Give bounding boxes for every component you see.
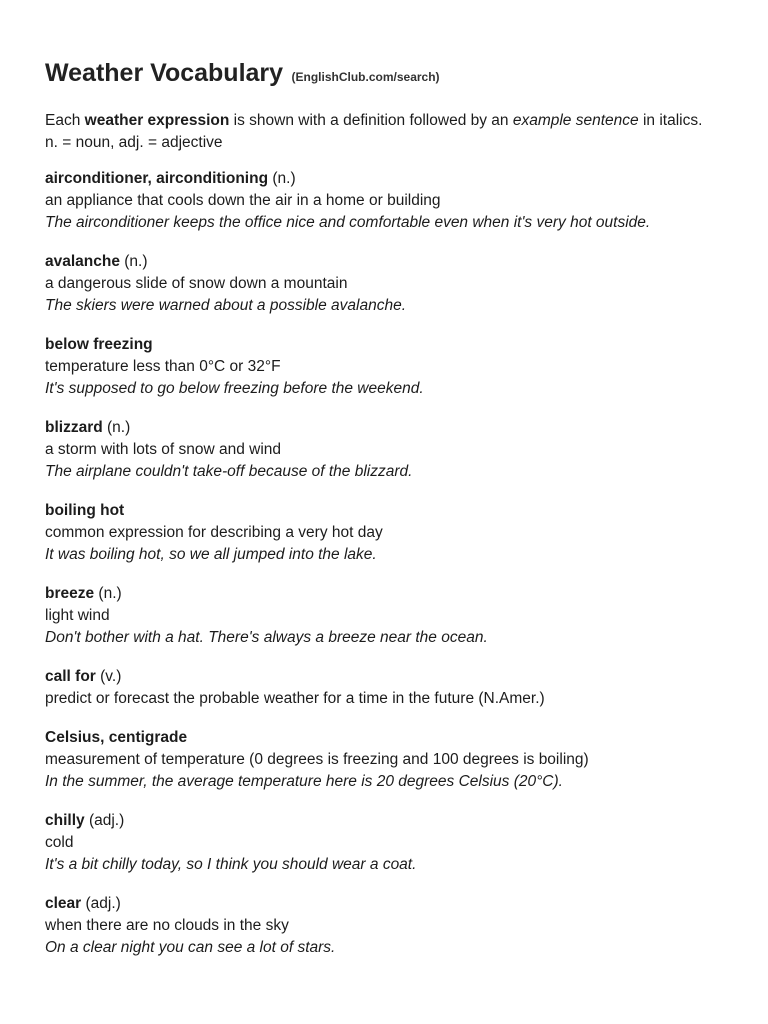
title-line	[45, 56, 738, 94]
vocab-entry	[45, 251, 738, 317]
entry-headline	[45, 666, 738, 688]
entry-example: On a clear night you can see a lot of stars.	[45, 939, 336, 956]
entry-example: Don't bother with a hat. There's always a breeze near the ocean.	[45, 629, 488, 646]
vocab-entry	[45, 334, 738, 400]
entry-definition: cold	[45, 834, 74, 851]
entry-example: The airconditioner keeps the office nice and comfortable even when it's very hot outside.	[45, 214, 651, 231]
entry-term: breeze	[45, 585, 95, 602]
entry-definition: an appliance that cools down the air in a home or building	[45, 192, 441, 209]
entry-term: clear	[45, 895, 82, 912]
entry-headline	[45, 251, 738, 273]
source-link[interactable]: (EnglishClub.com/search)	[291, 70, 440, 84]
intro-text-2: is shown with a definition followed by an	[229, 112, 513, 129]
entry-definition: when there are no clouds in the sky	[45, 917, 289, 934]
entry-pos: (n.)	[102, 419, 131, 436]
vocab-entry	[45, 500, 738, 566]
entry-term: Celsius, centigrade	[45, 729, 188, 746]
entry-example: In the summer, the average temperature here is 20 degrees Celsius (20°C).	[45, 773, 563, 790]
entry-definition: a storm with lots of snow and wind	[45, 441, 282, 458]
vocab-entry	[45, 810, 738, 876]
entry-headline	[45, 893, 738, 915]
entry-term: airconditioner, airconditioning	[45, 170, 269, 187]
entry-term: boiling hot	[45, 502, 125, 519]
entry-example: The airplane couldn't take-off because of the blizzard.	[45, 463, 413, 480]
entry-term: chilly	[45, 812, 85, 829]
entry-term: call for	[45, 668, 96, 685]
entry-definition: light wind	[45, 607, 110, 624]
entry-term: blizzard	[45, 419, 103, 436]
entry-definition: temperature less than 0°C or 32°F	[45, 358, 281, 375]
vocab-entry	[45, 666, 738, 710]
entry-list	[45, 168, 738, 959]
intro-line	[45, 110, 738, 132]
entry-headline	[45, 500, 738, 522]
intro-bold: weather expression	[84, 112, 230, 129]
entry-pos: (adj.)	[84, 812, 125, 829]
intro-italic: example sentence	[512, 112, 639, 129]
entry-example: It's supposed to go below freezing before the weekend.	[45, 380, 424, 397]
entry-definition: a dangerous slide of snow down a mountain	[45, 275, 348, 292]
page-title: Weather Vocabulary	[45, 59, 284, 87]
entry-pos: (n.)	[119, 253, 148, 270]
entry-headline	[45, 417, 738, 439]
vocab-entry	[45, 168, 738, 234]
entry-example: The skiers were warned about a possible avalanche.	[45, 297, 407, 314]
entry-headline	[45, 727, 738, 749]
entry-headline	[45, 168, 738, 190]
intro-abbrev: n. = noun, adj. = adjective	[45, 134, 223, 151]
entry-definition: common expression for describing a very hot day	[45, 524, 383, 541]
entry-headline	[45, 583, 738, 605]
vocab-entry	[45, 893, 738, 959]
entry-example: It's a bit chilly today, so I think you should wear a coat.	[45, 856, 417, 873]
entry-pos: (n.)	[94, 585, 122, 602]
intro-text-1: Each	[45, 112, 85, 129]
vocab-entry	[45, 417, 738, 483]
intro-text-3: in italics.	[638, 112, 703, 129]
entry-example: It was boiling hot, so we all jumped into the lake.	[45, 546, 377, 563]
entry-term: avalanche	[45, 253, 120, 270]
entry-term: below freezing	[45, 336, 153, 353]
vocab-entry	[45, 727, 738, 793]
vocab-entry	[45, 583, 738, 649]
entry-definition: measurement of temperature (0 degrees is freezing and 100 degrees is boiling)	[45, 751, 589, 768]
intro-paragraph	[45, 110, 738, 154]
entry-pos: (v.)	[95, 668, 122, 685]
entry-pos: (adj.)	[81, 895, 121, 912]
entry-headline	[45, 334, 738, 356]
entry-pos: (n.)	[268, 170, 296, 187]
entry-definition: predict or forecast the probable weather for a time in the future (N.Amer.)	[45, 690, 545, 707]
entry-headline	[45, 810, 738, 832]
